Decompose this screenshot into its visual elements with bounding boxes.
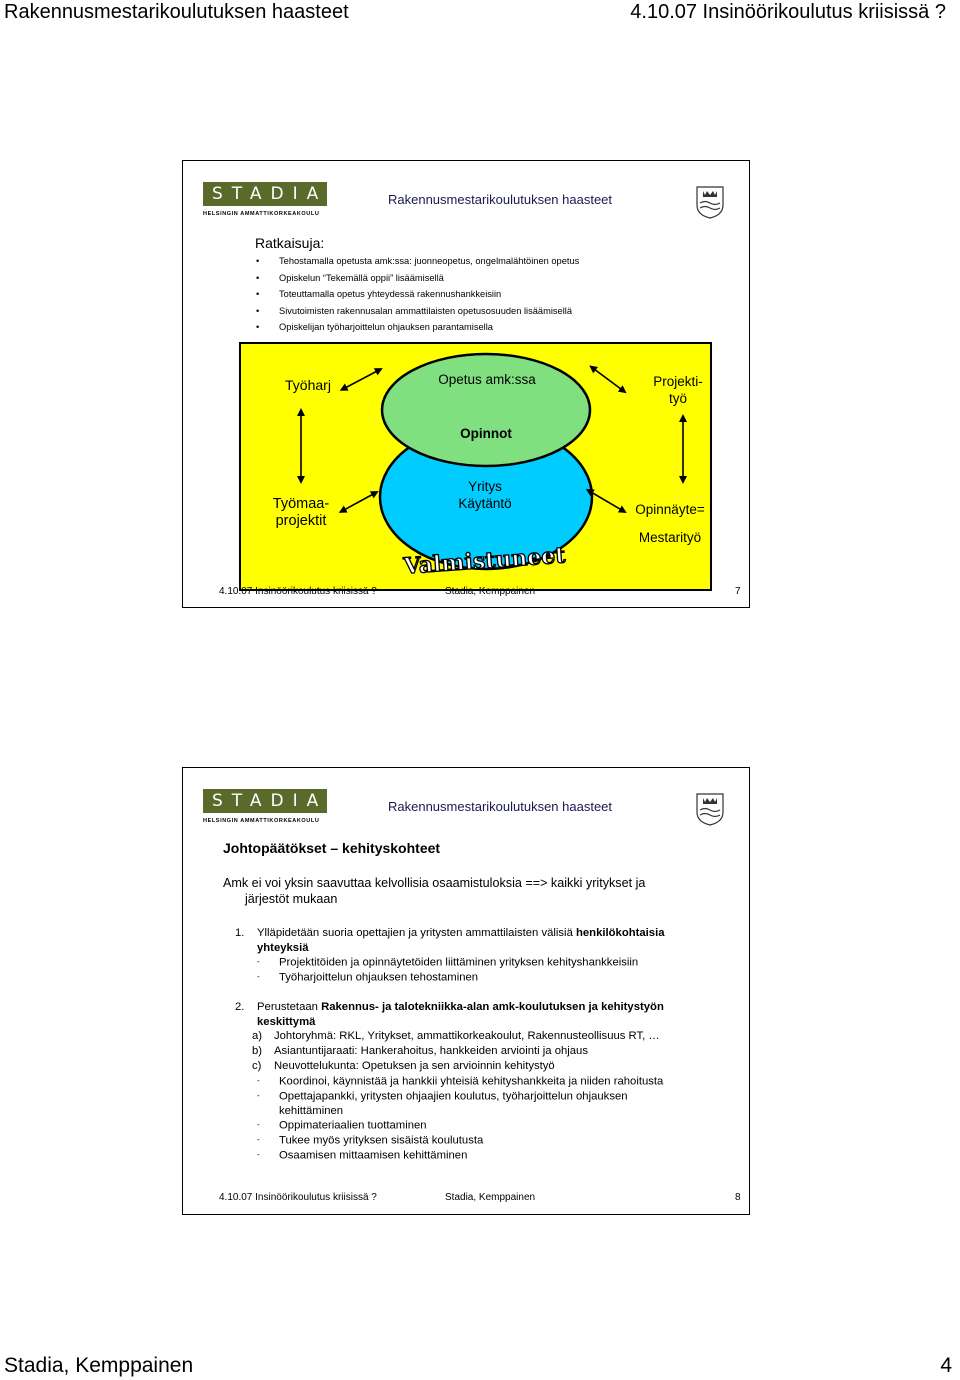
item-text: Ylläpidetään suoria opettajien ja yritysten ammattilaisten välisiä	[257, 927, 576, 939]
slide-heading: Johtopäätökset – kehityskohteet	[223, 840, 441, 856]
list-item: - Osaamisen mittaamisen kehittäminen	[257, 1149, 468, 1162]
recommendation-2	[235, 1000, 664, 1163]
slide-8	[182, 767, 750, 1215]
list-item: c) Neuvottelukunta: Opetuksen ja sen arvioinnin kehitystyö	[252, 1059, 555, 1072]
label-tyomaa-1: Työmaa-	[272, 496, 330, 512]
list-item: • Opiskelijan työharjoittelun ohjauksen parantamisella	[255, 319, 579, 336]
list-item: - Opettajapankki, yritysten ohjaajien koulutus, työharjoittelun ohjauksen	[257, 1089, 628, 1102]
label-projekti-1: Projekti-	[653, 374, 703, 389]
list-item: • Tehostamalla opetusta amk:ssa: juonneopetus, ongelmalähtöinen opetus	[255, 253, 579, 270]
item-number: 2.	[235, 1001, 245, 1013]
list-item: • Opiskelun “Tekemällä oppii” lisäämisellä	[255, 270, 579, 287]
item-text-bold-cont: yhteyksiä	[257, 941, 309, 954]
stadia-logo	[203, 789, 327, 824]
page-header	[0, 0, 960, 24]
list-item: - Työharjoittelun ohjauksen tehostaminen	[257, 971, 479, 984]
bullet-list	[255, 253, 579, 336]
slide-heading: Ratkaisuja:	[255, 235, 325, 251]
stadia-logo	[203, 182, 327, 217]
label-valmistuneet: Valmistuneet	[402, 542, 567, 580]
label-opinnayte-2: Mestarityö	[638, 530, 702, 545]
label-yritys-1: Yritys	[468, 479, 502, 494]
helsinki-crest-icon	[695, 185, 725, 219]
intro-line-1: Amk ei voi yksin saavuttaa kelvollisia osaamistuloksia ==> kaikki yritykset ja	[223, 876, 646, 890]
item-text-bold: Rakennus- ja talotekniikka-alan amk-koulutuksen ja kehitystyön	[321, 1001, 664, 1013]
slide-footer-page: 8	[735, 1192, 741, 1203]
slide-footer-date: 4.10.07 Insinöörikoulutus kriisissä ?	[219, 1192, 377, 1203]
slide-title: Rakennusmestarikoulutuksen haasteet	[388, 192, 613, 207]
study-model-diagram	[239, 342, 712, 591]
label-tyoharj: Työharj	[285, 377, 331, 393]
helsinki-crest-icon	[695, 792, 725, 826]
page-footer-author: Stadia, Kemppainen	[4, 1354, 194, 1377]
slide-footer-author: Stadia, Kemppainen	[445, 1192, 536, 1203]
page-footer-number: 4	[940, 1354, 952, 1377]
slide-footer-page: 7	[735, 586, 741, 597]
intro-line-2: järjestöt mukaan	[245, 892, 338, 906]
slide-intro	[223, 875, 733, 907]
item-text-bold: henkilökohtaisia	[576, 927, 665, 939]
slide-title: Rakennusmestarikoulutuksen haasteet	[388, 799, 613, 814]
page-footer	[0, 1352, 960, 1380]
stadia-logo-subtitle: HELSINGIN AMMATTIKORKEAKOULU	[203, 818, 320, 824]
list-item-cont: kehittäminen	[279, 1104, 344, 1117]
label-opinnayte-1: Opinnäyte=	[635, 502, 705, 517]
list-item: - Koordinoi, käynnistää ja hankkii yhteisiä kehityshankkeita ja niiden rahoitusta	[257, 1074, 664, 1087]
label-projekti-2: työ	[668, 391, 688, 406]
list-item: b) Asiantuntijaraati: Hankerahoitus, hankkeiden arviointi ja ohjaus	[252, 1045, 588, 1058]
list-item: - Tukee myös yrityksen sisäistä koulutusta	[257, 1134, 484, 1147]
label-opinnot: Opinnot	[460, 426, 512, 441]
page-header-date: 4.10.07 Insinöörikoulutus kriisissä ?	[630, 1, 946, 23]
item-text: Perustetaan	[257, 1001, 322, 1013]
stadia-logo-subtitle: HELSINGIN AMMATTIKORKEAKOULU	[203, 211, 320, 217]
recommendation-1	[235, 926, 665, 986]
item-text-bold-cont: keskittymä	[257, 1015, 316, 1028]
slide-7	[182, 160, 750, 608]
item-number: 1.	[235, 927, 245, 939]
list-item: a) Johtoryhmä: RKL, Yritykset, ammattikorkeakoulut, Rakennusteollisuus RT, …	[252, 1030, 660, 1043]
slide-footer-author: Stadia, Kemppainen	[445, 586, 536, 597]
list-item: • Toteuttamalla opetus yhteydessä rakennushankkeisiin	[255, 286, 579, 303]
list-item: - Oppimateriaalien tuottaminen	[257, 1119, 427, 1132]
label-yritys-2: Käytäntö	[458, 496, 512, 511]
list-item: - Projektitöiden ja opinnäytetöiden liittäminen yrityksen kehityshankkeisiin	[257, 956, 639, 969]
stadia-logo-wordmark: STADIA	[203, 789, 327, 813]
page-header-title: Rakennusmestarikoulutuksen haasteet	[4, 1, 349, 23]
stadia-logo-wordmark: STADIA	[203, 182, 327, 206]
label-tyomaa-2: projektit	[275, 513, 327, 529]
slide-footer-date: 4.10.07 Insinöörikoulutus kriisissä ?	[219, 586, 377, 597]
label-opetus: Opetus amk:ssa	[438, 372, 536, 387]
list-item: • Sivutoimisten rakennusalan ammattilaisten opetusosuuden lisäämisellä	[255, 303, 579, 320]
